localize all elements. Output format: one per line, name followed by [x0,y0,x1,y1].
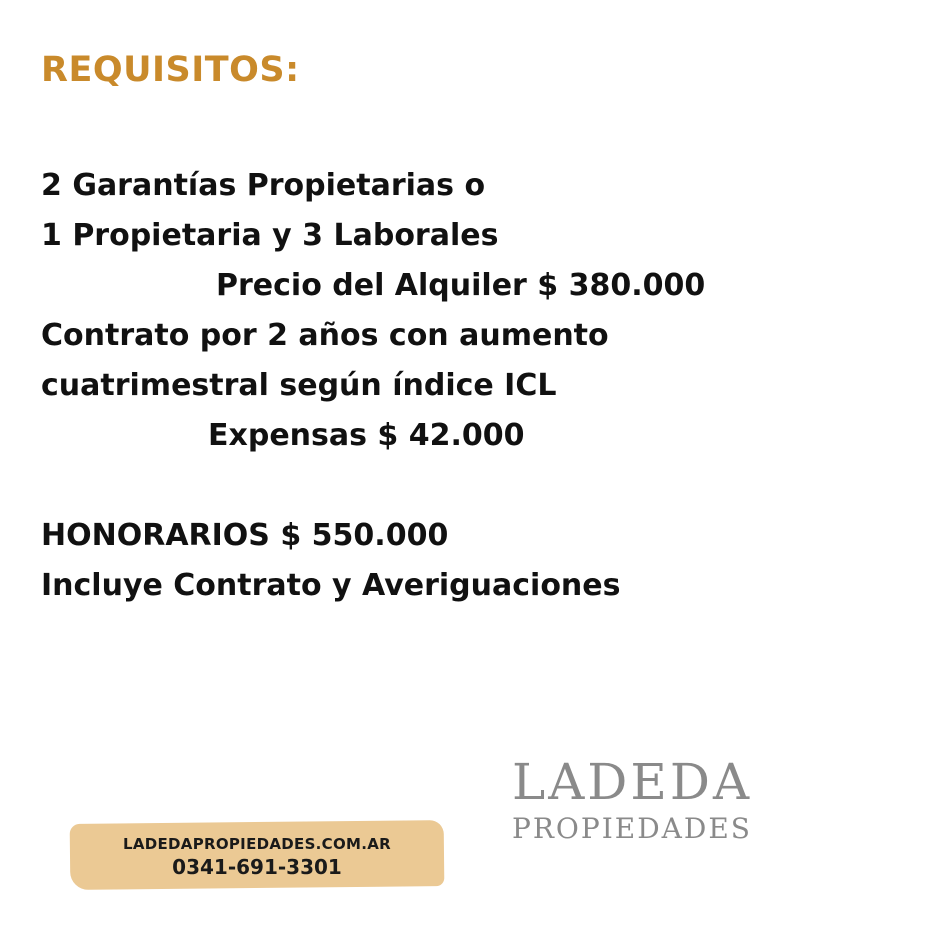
brand-logo-name: LADEDA [512,753,753,811]
expenses: Expensas $ 42.000 [208,418,525,453]
contract-line-1: Contrato por 2 años con aumento [41,318,609,353]
rent-price: Precio del Alquiler $ 380.000 [216,268,706,303]
fees-includes: Incluye Contrato y Averiguaciones [41,568,621,603]
brand-logo-subtitle: PROPIEDADES [512,812,752,845]
phone-number[interactable]: 0341-691-3301 [172,855,342,879]
website-link[interactable]: LADEDAPROPIEDADES.COM.AR [122,835,392,853]
contract-line-2: cuatrimestral según índice ICL [41,368,557,403]
guarantee-line-1: 2 Garantías Propietarias o [41,168,486,203]
guarantee-line-2: 1 Propietaria y 3 Laborales [41,218,499,253]
requirements-title: REQUISITOS: [41,50,300,90]
fees: HONORARIOS $ 550.000 [41,518,449,553]
